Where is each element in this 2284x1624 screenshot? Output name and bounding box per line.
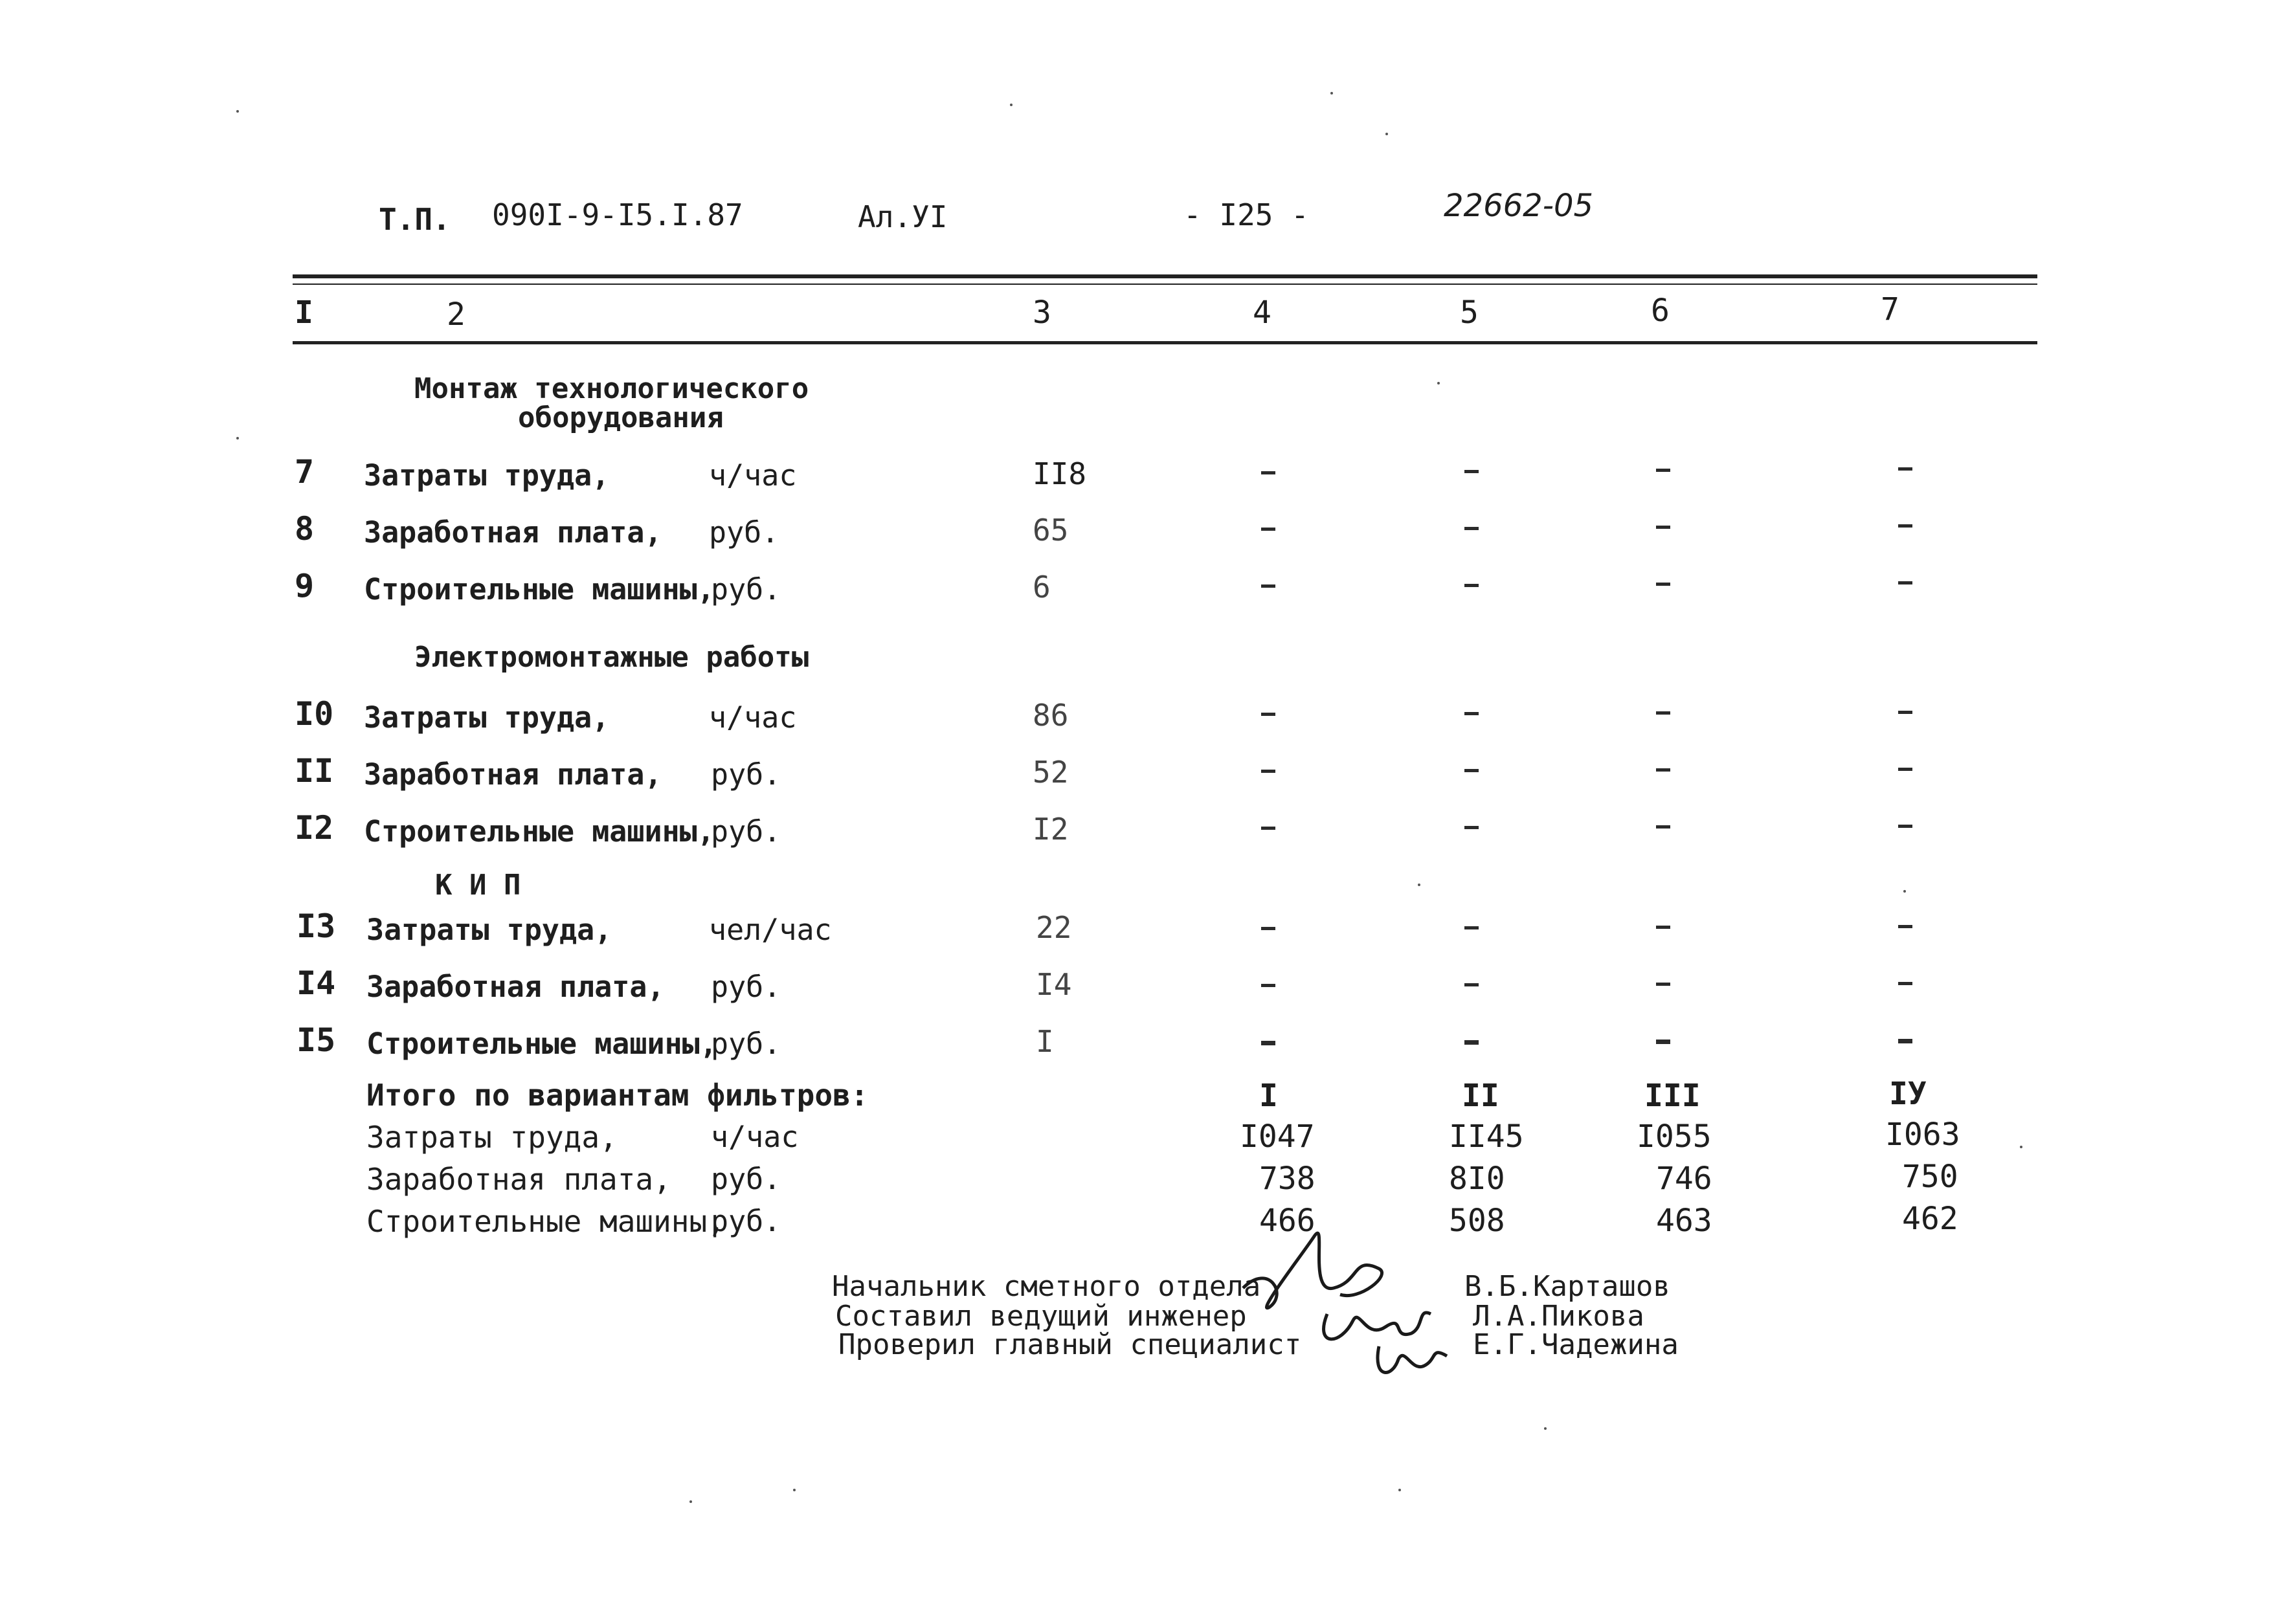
scan-speck — [236, 110, 239, 113]
empty-cell-dash — [1656, 768, 1670, 772]
totals-value: 750 — [1902, 1159, 1958, 1195]
totals-value: 463 — [1656, 1203, 1712, 1239]
scan-speck — [236, 437, 239, 439]
table-top-rule-thin — [293, 284, 2037, 285]
empty-cell-dash — [1656, 1040, 1670, 1044]
variant-header: III — [1644, 1078, 1701, 1114]
empty-cell-dash — [1898, 925, 1912, 928]
totals-row-unit: руб. — [711, 1162, 781, 1196]
scan-speck — [1903, 890, 1906, 893]
empty-cell-dash — [1261, 471, 1275, 474]
variant-header: I — [1259, 1078, 1278, 1114]
row-label: Затраты труда, — [364, 700, 610, 735]
album-label: Ал.УI — [858, 199, 948, 234]
scan-speck — [2020, 1146, 2022, 1148]
section-title: К И П — [435, 869, 521, 902]
row-unit: руб. — [711, 572, 781, 606]
totals-value: 8I0 — [1449, 1161, 1505, 1197]
page-number: - I25 - — [1183, 197, 1309, 232]
row-number: I4 — [297, 964, 336, 1002]
section-title: Электромонтажные работы — [414, 641, 809, 674]
totals-value: 738 — [1259, 1161, 1316, 1197]
empty-cell-dash — [1898, 467, 1912, 471]
row-label: Затраты труда, — [364, 458, 610, 493]
scan-speck — [1544, 1427, 1547, 1430]
empty-cell-dash — [1656, 526, 1670, 529]
row-number: II — [295, 752, 334, 790]
column-number-5: 5 — [1460, 295, 1479, 331]
totals-row-unit: ч/час — [711, 1120, 799, 1154]
row-unit: руб. — [711, 970, 781, 1004]
row-unit: руб. — [711, 814, 781, 849]
totals-value: 508 — [1449, 1203, 1505, 1239]
scan-speck — [1398, 1489, 1401, 1491]
empty-cell-dash — [1656, 926, 1670, 929]
signature-scribble-2 — [1324, 1313, 1431, 1339]
empty-cell-dash — [1464, 584, 1479, 587]
totals-title: Итого по вариантам фильтров: — [366, 1078, 869, 1113]
variant-header: II — [1462, 1078, 1499, 1114]
row-label: Заработная плата, — [364, 515, 662, 550]
totals-value: I055 — [1637, 1118, 1712, 1155]
scan-speck — [1418, 884, 1420, 886]
empty-cell-dash — [1261, 927, 1275, 930]
column-number-4: 4 — [1253, 295, 1271, 331]
handwritten-signatures — [1230, 1217, 1476, 1385]
empty-cell-dash — [1898, 581, 1912, 584]
scan-speck — [793, 1489, 796, 1491]
row-number: I5 — [297, 1021, 336, 1059]
totals-value: 462 — [1902, 1201, 1958, 1237]
row-label: Строительные машины, — [366, 1027, 717, 1061]
empty-cell-dash — [1261, 1041, 1275, 1045]
signature-role: Составил ведущий инженер — [835, 1300, 1247, 1333]
empty-cell-dash — [1464, 826, 1479, 829]
variant-header: IУ — [1889, 1076, 1927, 1112]
row-value-col3: 22 — [1036, 910, 1072, 945]
empty-cell-dash — [1656, 825, 1670, 829]
signature-name: Е.Г.Чадежина — [1473, 1328, 1679, 1361]
row-value-col3: 52 — [1033, 755, 1069, 790]
empty-cell-dash — [1261, 770, 1275, 773]
row-label: Заработная плата, — [364, 757, 662, 792]
totals-value: I047 — [1240, 1118, 1315, 1155]
empty-cell-dash — [1656, 469, 1670, 472]
column-number-6: 6 — [1651, 293, 1670, 329]
signature-scribble-1 — [1243, 1233, 1382, 1308]
row-number: 8 — [295, 510, 315, 548]
empty-cell-dash — [1656, 711, 1670, 715]
row-number: 7 — [295, 453, 315, 491]
column-number-1: I — [295, 295, 313, 331]
row-number: I3 — [297, 907, 336, 945]
signature-role: Начальник сметного отдела — [832, 1270, 1261, 1303]
scan-speck — [1437, 382, 1440, 384]
empty-cell-dash — [1898, 711, 1912, 714]
empty-cell-dash — [1898, 524, 1912, 528]
row-label: Затраты труда, — [366, 913, 612, 947]
empty-cell-dash — [1261, 584, 1275, 588]
table-top-rule — [293, 274, 2037, 278]
tp-label: Т.П. — [379, 202, 451, 237]
totals-value: II45 — [1449, 1118, 1524, 1155]
empty-cell-dash — [1898, 982, 1912, 985]
row-unit: чел/час — [709, 913, 832, 947]
row-number: I2 — [295, 809, 334, 847]
scan-speck — [1010, 104, 1013, 106]
signature-name: В.Б.Карташов — [1464, 1270, 1670, 1303]
empty-cell-dash — [1464, 1040, 1479, 1045]
empty-cell-dash — [1464, 926, 1479, 929]
row-unit: руб. — [709, 515, 779, 550]
column-number-3: 3 — [1033, 295, 1051, 331]
totals-value: I063 — [1885, 1117, 1960, 1153]
scan-speck — [1330, 92, 1333, 95]
row-label: Строительные машины, — [364, 814, 715, 849]
totals-value: 466 — [1259, 1203, 1316, 1239]
signature-name: Л.А.Пикова — [1473, 1300, 1644, 1333]
empty-cell-dash — [1261, 528, 1275, 531]
empty-cell-dash — [1464, 470, 1479, 473]
empty-cell-dash — [1464, 712, 1479, 715]
row-unit: руб. — [711, 1027, 781, 1061]
empty-cell-dash — [1464, 527, 1479, 530]
signature-scribble-3 — [1378, 1346, 1447, 1372]
row-value-col3: 65 — [1033, 513, 1069, 548]
scan-speck — [689, 1500, 692, 1503]
scan-speck — [1385, 133, 1388, 135]
section-title-line1: Монтаж технологического — [414, 372, 809, 405]
empty-cell-dash — [1656, 583, 1670, 586]
totals-row-label: Затраты труда, — [366, 1120, 618, 1155]
row-value-col3: II8 — [1033, 456, 1087, 491]
row-value-col3: I2 — [1033, 812, 1069, 847]
empty-cell-dash — [1261, 827, 1275, 830]
empty-cell-dash — [1898, 1039, 1912, 1043]
totals-row-label: Строительные машины, — [366, 1204, 725, 1239]
empty-cell-dash — [1261, 713, 1275, 716]
row-number: I0 — [295, 695, 334, 733]
signature-role: Проверил главный специалист — [838, 1328, 1302, 1361]
column-number-2: 2 — [447, 296, 465, 333]
row-label: Строительные машины, — [364, 572, 715, 606]
archive-number: 22662-05 — [1444, 188, 1594, 224]
row-label: Заработная плата, — [366, 970, 665, 1004]
row-unit: руб. — [711, 757, 781, 792]
row-unit: ч/час — [709, 700, 797, 735]
row-unit: ч/час — [709, 458, 797, 493]
empty-cell-dash — [1898, 768, 1912, 771]
row-value-col3: I — [1036, 1024, 1054, 1059]
empty-cell-dash — [1656, 983, 1670, 986]
row-value-col3: 86 — [1033, 698, 1069, 733]
empty-cell-dash — [1261, 984, 1275, 987]
totals-value: 746 — [1656, 1161, 1712, 1197]
column-number-7: 7 — [1881, 291, 1899, 328]
row-value-col3: I4 — [1036, 967, 1072, 1002]
table-header-bottom-rule — [293, 341, 2037, 344]
section-title-line2: оборудования — [518, 401, 724, 434]
row-value-col3: 6 — [1033, 570, 1051, 605]
empty-cell-dash — [1464, 983, 1479, 986]
empty-cell-dash — [1464, 769, 1479, 772]
totals-row-unit: руб. — [711, 1204, 781, 1238]
totals-row-label: Заработная плата, — [366, 1162, 671, 1197]
row-number: 9 — [295, 567, 315, 605]
project-code: 090I-9-I5.I.87 — [492, 197, 743, 232]
empty-cell-dash — [1898, 825, 1912, 828]
